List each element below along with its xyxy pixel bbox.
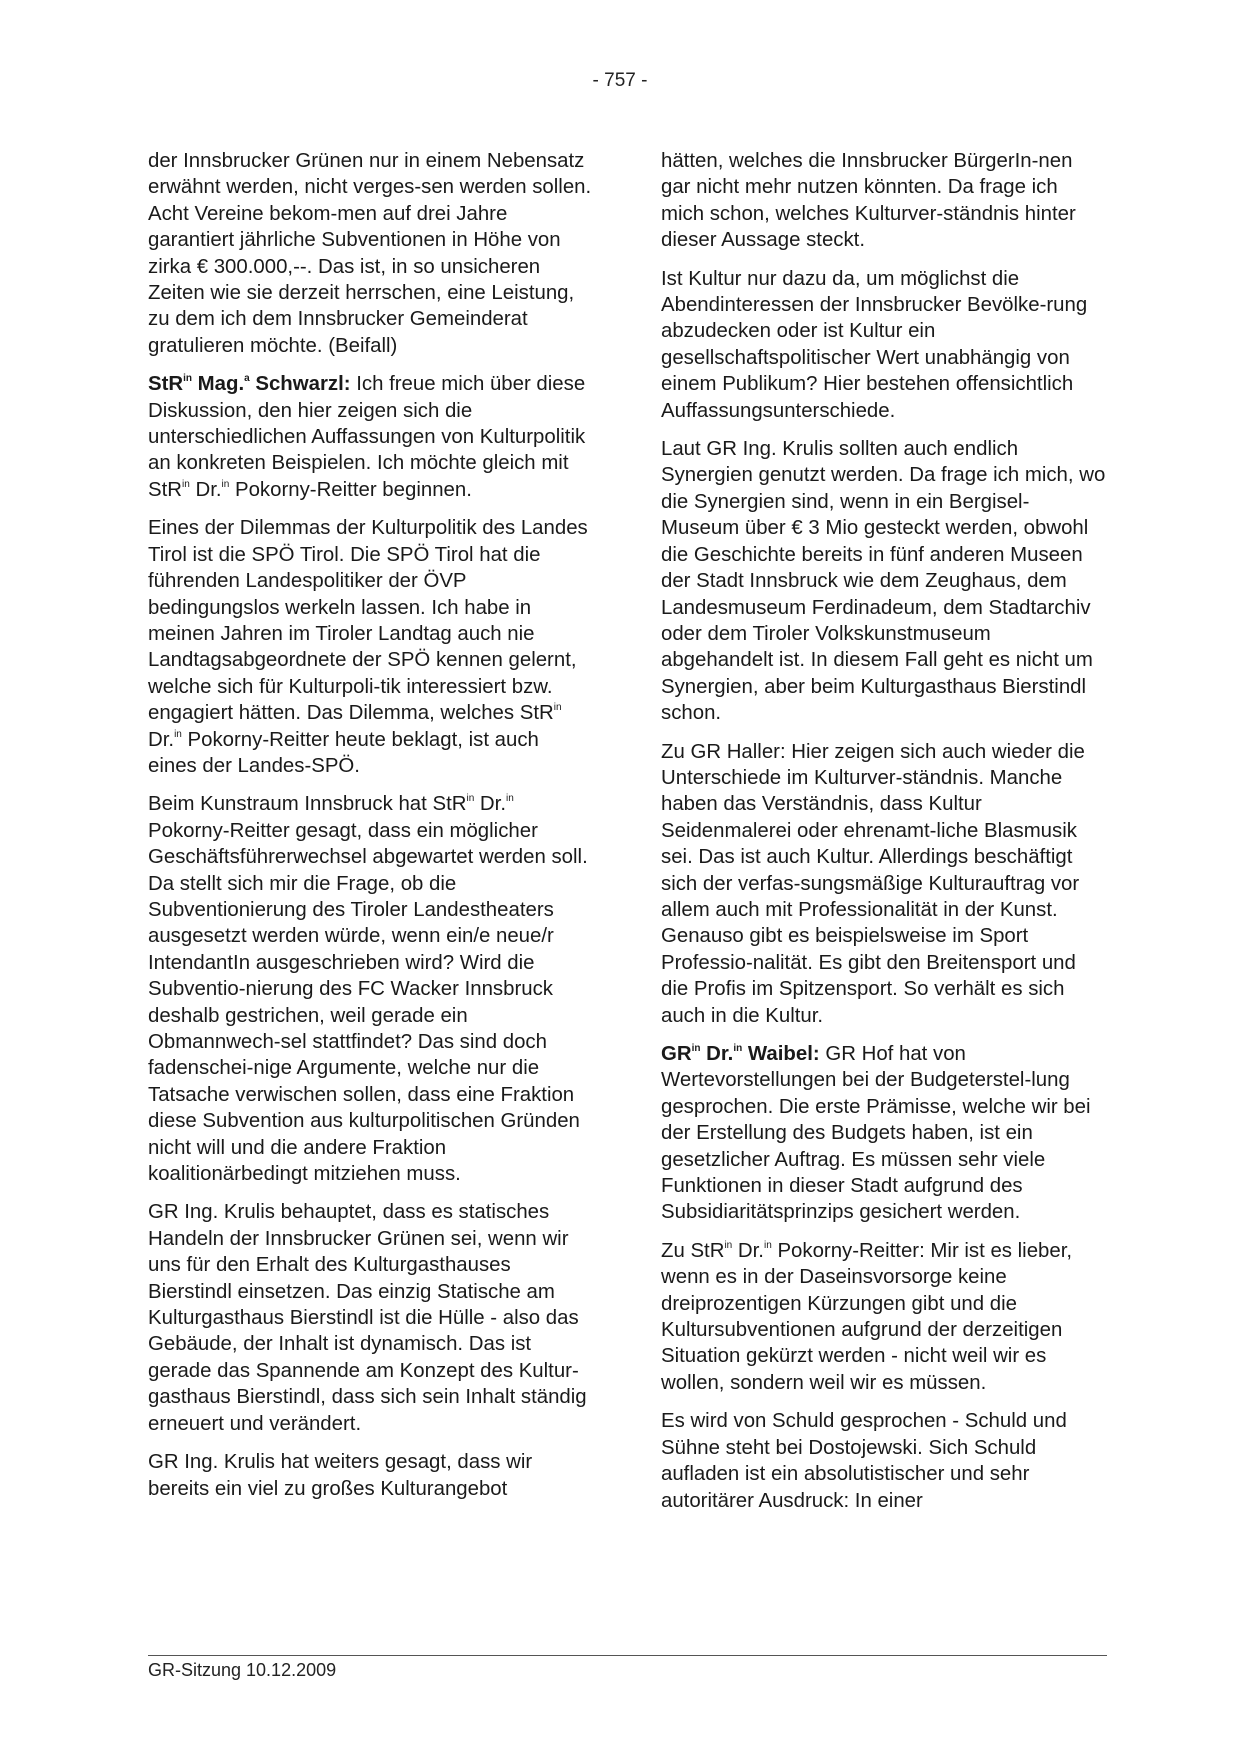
- footer-divider: [148, 1655, 1107, 1656]
- paragraph: [661, 1238, 1106, 1396]
- paragraph: [148, 515, 593, 779]
- paragraph-text: Zu GR Haller: Hier zeigen sich auch wieder die Unterschiede im Kulturver-ständnis. Manche haben das Verständnis, dass Kultur Seidenmalerei oder ehrenamt-liche Blasmusik sei. Das ist auch Kultur. Allerdings beschäftigt sich der verfas-sungsmäßige Kulturauftrag vor allem auch mit Professionalität in der Kunst. Genauso gibt es beispielsweise im Sport Professio-nalität. Es gibt den Breitensport und die Profis im Spitzensport. So verhält es sich auch in die Kultur.: [661, 740, 1085, 1027]
- paragraph-text: hätten, welches die Innsbrucker BürgerIn-nen gar nicht mehr nutzen könnten. Da frage ich mich schon, welches Kulturver-ständnis hinter dieser Aussage steckt.: [661, 150, 1076, 252]
- paragraph: [661, 1408, 1106, 1514]
- paragraph: [661, 739, 1106, 1029]
- speaker-name: StR$^{in}$ Mag.$^a$ Schwarzl:: [148, 373, 351, 396]
- paragraph-text: Zu StR$^{in}$ Dr.$^{in}$ Pokorny-Reitter: Mir ist es lieber, wenn es in der Daseinsvorsorge keine dreiprozentigen Kürzungen gibt und die Kultursubventionen aufgrund der derzeitigen Situation gekürzt werden - nicht weil wir es wollen, sondern weil wir es müssen.: [661, 1239, 1073, 1394]
- paragraph: [148, 371, 593, 503]
- paragraph-text: GR Ing. Krulis hat weiters gesagt, dass wir bereits ein viel zu großes Kulturangebot: [148, 1451, 533, 1500]
- paragraph-text: Ist Kultur nur dazu da, um möglichst die Abendinteressen der Innsbrucker Bevölke-rung abzudecken oder ist Kultur ein gesellschaftspolitischer Wert unabhängig von einem Publikum? Hier bestehen offensichtlich Auffassungsunterschiede.: [661, 267, 1088, 422]
- paragraph-text: Ich freue mich über diese Diskussion, den hier zeigen sich die unterschiedlichen Auffassungen von Kulturpolitik an konkreten Beispielen. Ich möchte gleich mit StR$^{in}$ Dr.$^{in}$ Pokorny-Reitter beginnen.: [148, 373, 586, 501]
- paragraph: [661, 436, 1106, 726]
- paragraph: [148, 148, 593, 359]
- right-column: [661, 148, 1106, 1526]
- paragraph-text: GR Hof hat von Wertevorstellungen bei der Budgeterstel-lung gesprochen. Die erste Prämisse, welche wir bei der Erstellung des Budgets haben, ist ein gesetzlicher Auftrag. Es müssen sehr viele Funktionen in dieser Stadt aufgrund des Subsidiaritätsprinzips gesichert werden.: [661, 1043, 1091, 1224]
- left-column: [148, 148, 593, 1514]
- paragraph-text: Laut GR Ing. Krulis sollten auch endlich Synergien genutzt werden. Da frage ich mich, wo die Synergien sind, wenn in ein Bergisel-Museum über € 3 Mio gesteckt werden, obwohl die Geschichte bereits in fünf anderen Museen der Stadt Innsbruck wie dem Zeughaus, dem Landesmuseum Ferdinadeum, dem Stadtarchiv oder dem Tiroler Volkskunstmuseum abgehandelt ist. In diesem Fall geht es nicht um Synergien, aber beim Kulturgasthaus Bierstindl schon.: [661, 438, 1106, 725]
- paragraph-text: GR Ing. Krulis behauptet, dass es statisches Handeln der Innsbrucker Grünen sei, wenn wir uns für den Erhalt des Kulturgasthauses Bierstindl einsetzen. Das einzig Statische am Kulturgasthaus Bierstindl ist die Hülle - also das Gebäude, der Inhalt ist dynamisch. Das ist gerade das Spannende am Konzept des Kultur-gasthaus Bierstindl, dass sich sein Inhalt ständig erneuert und verändert.: [148, 1201, 587, 1435]
- paragraph: [148, 791, 593, 1187]
- paragraph: [661, 1041, 1106, 1226]
- paragraph-text: der Innsbrucker Grünen nur in einem Nebensatz erwähnt werden, nicht verges-sen werden sollen. Acht Vereine bekom-men auf drei Jahre garantiert jährliche Subventionen in Höhe von zirka € 300.000,--. Das ist, in so unsicheren Zeiten wie sie derzeit herrschen, eine Leistung, zu dem ich dem Innsbrucker Gemeinderat gratulieren möchte. (Beifall): [148, 150, 592, 357]
- paragraph-text: Es wird von Schuld gesprochen - Schuld und Sühne steht bei Dostojewski. Sich Schuld aufladen ist ein absolutistischer und sehr autoritärer Ausdruck: In einer: [661, 1410, 1067, 1512]
- paragraph: [148, 1449, 593, 1502]
- paragraph: [148, 1199, 593, 1437]
- footer-session-date: GR-Sitzung 10.12.2009: [148, 1660, 337, 1680]
- speaker-name: $GR^{in}$ Dr.$^{in}$ Waibel:: [661, 1043, 820, 1065]
- page-number: - 757 -: [592, 70, 648, 91]
- paragraph: [661, 148, 1106, 254]
- paragraph: [661, 266, 1106, 424]
- paragraph-text: Eines der Dilemmas der Kulturpolitik des Landes Tirol ist die SPÖ Tirol. Die SPÖ Tirol hat die führenden Landespolitiker der ÖVP bedingungslos werkeln lassen. Ich habe in meinen Jahren im Tiroler Landtag auch nie Landtagsabgeordnete der SPÖ kennen gelernt, welche sich für Kulturpoli-tik interessiert bzw. engagiert hätten. Das Dilemma, welches StR$^{in}$ Dr.$^{in}$ Pokorny-Reitter heute beklagt, ist auch eines der Landes-SPÖ.: [148, 517, 588, 777]
- paragraph-text: Beim Kunstraum Innsbruck hat StR$^{in}$ Dr.$^{in}$ Pokorny-Reitter gesagt, dass ein möglicher Geschäftsführerwechsel abgewartet werden soll. Da stellt sich mir die Frage, ob die Subventionierung des Tiroler Landestheaters ausgesetzt werden würde, wenn ein/e neue/r IntendantIn ausgeschrieben wird? Wird die Subventio-nierung des FC Wacker Innsbruck deshalb gestrichen, weil gerade ein Obmannwech-sel stattfindet? Das sind doch fadenschei-nige Argumente, welche nur die Tatsache verwischen sollen, dass eine Fraktion diese Subvention aus kulturpolitischen Gründen nicht will und die andere Fraktion koalitionärbedingt mitziehen muss.: [148, 793, 588, 1186]
